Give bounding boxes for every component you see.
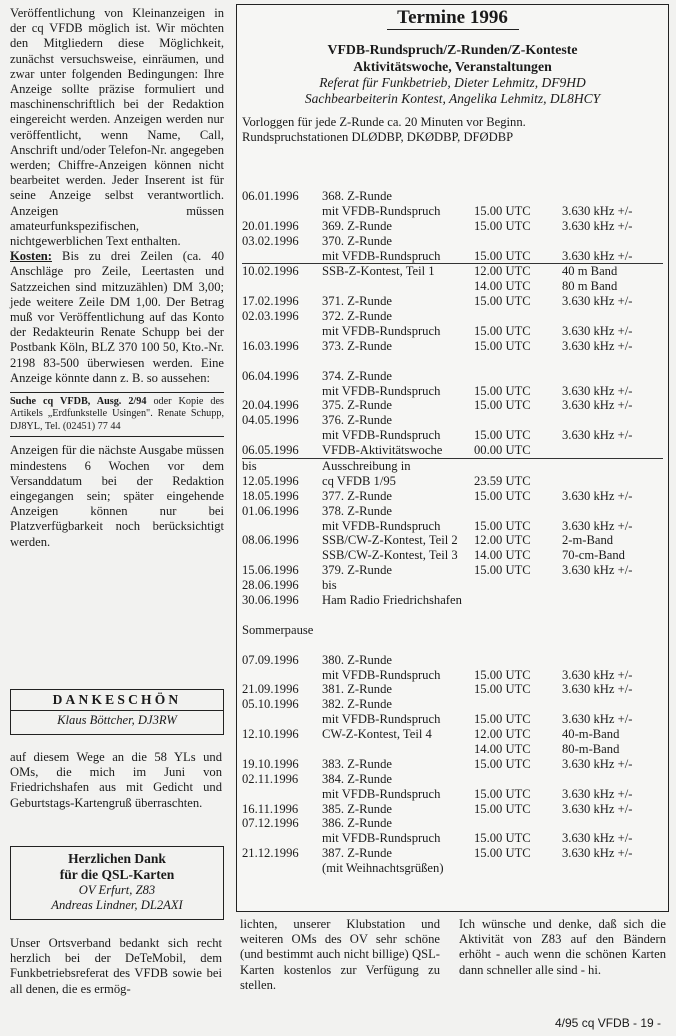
classified-ads-intro: Veröffentlichung von Kleinanzeigen in der cq VFDB möglich ist. Wir möchten den Mitgliedern diese Möglichkeit, zunächst versuchsweise, einräumen, und zwar unter folgenden Bedingungen: Ihre Anzeige sollte präzise formuliert und maschinenschriftlich bei der Redaktion eingereicht werden. Anzeigen werden nur veröffentlicht, wenn Name, Call, Anschrift und/oder Telefon-Nr. angegeben werden; Chiffre-Anzeigen können nicht bearbeitet werden. Jeder Inserent ist für seine Anzeige selbst verantwortlich. Anzeigen müssen amateurfunkspezifischen, nichtgewerblichen Text enthalten. [10, 6, 224, 249]
schedule-event: SSB/CW-Z-Kontest, Teil 3 [322, 548, 458, 563]
schedule-event: 385. Z-Runde [322, 801, 392, 816]
schedule-time: 00.00 UTC [474, 443, 531, 458]
termine-header [237, 41, 668, 107]
schedule-date: 10.02.1996 [242, 264, 299, 279]
schedule-row [242, 816, 663, 831]
schedule-event: SSB-Z-Kontest, Teil 1 [322, 264, 435, 279]
schedule-time: 15.00 UTC [474, 383, 531, 398]
termine-intro-1: Vorloggen für jede Z-Runde ca. 20 Minuten vor Beginn. [242, 115, 526, 129]
schedule-event: mit VFDB-Rundspruch [322, 712, 441, 727]
dankeschoen-author: Klaus Böttcher, DJ3RW [57, 713, 177, 727]
schedule-time: 15.00 UTC [474, 338, 531, 353]
schedule-time: 12.00 UTC [474, 264, 531, 279]
dankeschoen-title: DANKESCHÖN [52, 692, 182, 707]
schedule-row [242, 712, 663, 727]
schedule-event: 387. Z-Runde [322, 846, 392, 861]
schedule-date: 06.04.1996 [242, 368, 299, 383]
schedule-frequency: 3.630 kHz +/- [562, 801, 633, 816]
schedule-time: 15.00 UTC [474, 563, 531, 578]
schedule-date: 07.12.1996 [242, 816, 299, 831]
qsl-thanks-box [10, 846, 224, 920]
schedule-frequency: 80 m Band [562, 279, 618, 294]
schedule-time: 12.00 UTC [474, 727, 531, 742]
schedule-row [242, 682, 663, 697]
schedule-time: 15.00 UTC [474, 846, 531, 861]
termine-intro [242, 115, 668, 145]
schedule-date: 30.06.1996 [242, 593, 299, 608]
schedule-date: 21.09.1996 [242, 682, 299, 697]
schedule-frequency: 3.630 kHz +/- [562, 338, 633, 353]
schedule-row [242, 653, 663, 668]
schedule-time: 15.00 UTC [474, 801, 531, 816]
schedule-event: mit VFDB-Rundspruch [322, 518, 441, 533]
schedule-event: mit VFDB-Rundspruch [322, 786, 441, 801]
schedule-row [242, 533, 663, 548]
schedule-date: 04.05.1996 [242, 413, 299, 428]
schedule-row [242, 309, 663, 324]
termine-sachbearbeiterin: Sachbearbeiterin Kontest, Angelika Lehmitz, DL8HCY [304, 91, 601, 106]
schedule-event: mit VFDB-Rundspruch [322, 667, 441, 682]
schedule-frequency: 3.630 kHz +/- [562, 518, 633, 533]
schedule-row [242, 489, 663, 504]
schedule-time: 15.00 UTC [474, 682, 531, 697]
schedule-row [242, 668, 663, 683]
schedule-row [242, 578, 663, 593]
schedule-row [242, 413, 663, 428]
schedule-event: 378. Z-Runde [322, 503, 392, 518]
qsl-sub-2: Andreas Lindner, DL2AXI [51, 898, 183, 912]
schedule-table [242, 189, 663, 876]
schedule-time: 15.00 UTC [474, 712, 531, 727]
schedule-row [242, 354, 663, 369]
schedule-event: 375. Z-Runde [322, 398, 392, 413]
schedule-frequency: 3.630 kHz +/- [562, 756, 633, 771]
schedule-row [242, 384, 663, 399]
schedule-event: 373. Z-Runde [322, 338, 392, 353]
schedule-date: 17.02.1996 [242, 294, 299, 309]
schedule-row [242, 548, 663, 563]
schedule-time: 15.00 UTC [474, 203, 531, 218]
schedule-frequency: 70-cm-Band [562, 548, 625, 563]
schedule-frequency: 3.630 kHz +/- [562, 488, 633, 503]
costs-text: Bis zu drei Zeilen (ca. 40 Anschläge pro Zeile, Leertasten und Satzzeichen sind mitzuzählen) DM 3,00; jede weitere Zeile DM 1,00. Der Betrag muß vor Veröffentlichung auf das Konto der Redakteurin Renate Schupp bei der Postbank Köln, BLZ 370 100 50, Kto.-Nr. 2198 83-500 überwiesen werden. Eine Anzeige könnte dann z. B. so aussehen: [10, 249, 224, 385]
sample-ad [10, 392, 224, 437]
schedule-row [242, 249, 663, 265]
schedule-time: 12.00 UTC [474, 533, 531, 548]
schedule-frequency: 3.630 kHz +/- [562, 248, 633, 263]
sample-ad-bold: Suche cq VFDB, Ausg. 2/94 [10, 396, 147, 408]
divider [11, 710, 223, 711]
schedule-date: 06.05.1996 [242, 443, 299, 458]
schedule-frequency: 3.630 kHz +/- [562, 383, 633, 398]
schedule-date: 08.06.1996 [242, 533, 299, 548]
schedule-frequency: 3.630 kHz +/- [562, 682, 633, 697]
schedule-row [242, 757, 663, 772]
schedule-row [242, 369, 663, 384]
schedule-row [242, 623, 663, 638]
schedule-event: 386. Z-Runde [322, 816, 392, 831]
schedule-event: mit VFDB-Rundspruch [322, 831, 441, 846]
schedule-row [242, 459, 663, 474]
schedule-event: mit VFDB-Rundspruch [322, 203, 441, 218]
schedule-date: 20.04.1996 [242, 398, 299, 413]
schedule-date: 12.05.1996 [242, 473, 299, 488]
schedule-date: 20.01.1996 [242, 218, 299, 233]
schedule-event: (mit Weihnachtsgrüßen) [322, 861, 444, 876]
schedule-date: 02.11.1996 [242, 771, 299, 786]
schedule-row [242, 234, 663, 249]
schedule-row [242, 398, 663, 413]
schedule-row [242, 831, 663, 846]
schedule-time: 15.00 UTC [474, 667, 531, 682]
schedule-time: 14.00 UTC [474, 548, 531, 563]
schedule-event: 383. Z-Runde [322, 756, 392, 771]
schedule-event: mit VFDB-Rundspruch [322, 248, 441, 263]
schedule-event: Ham Radio Friedrichshafen [322, 593, 462, 608]
qsl-thanks-continued: lichten, unserer Klubstation und weiteren OMs des OV sehr schöne (und bestimmt auch nicht billige) QSL-Karten kostenlos zur Verfügung zu stellen. [240, 917, 440, 992]
schedule-row [242, 294, 663, 309]
schedule-time: 23.59 UTC [474, 473, 531, 488]
schedule-frequency: 3.630 kHz +/- [562, 846, 633, 861]
schedule-event: 381. Z-Runde [322, 682, 392, 697]
schedule-row [242, 727, 663, 742]
termine-intro-2: Rundspruchstationen DLØDBP, DKØDBP, DFØDBP [242, 130, 514, 144]
qsl-sub-1: OV Erfurt, Z83 [78, 883, 156, 897]
schedule-row [242, 443, 663, 459]
schedule-row [242, 742, 663, 757]
schedule-frequency: 3.630 kHz +/- [562, 831, 633, 846]
schedule-time: 15.00 UTC [474, 428, 531, 443]
schedule-row [242, 504, 663, 519]
schedule-event: 376. Z-Runde [322, 413, 392, 428]
schedule-date: 28.06.1996 [242, 578, 299, 593]
qsl-title-2: für die QSL-Karten [59, 867, 175, 882]
schedule-time: 15.00 UTC [474, 218, 531, 233]
termine-title: Termine 1996 [387, 7, 519, 30]
schedule-frequency: 3.630 kHz +/- [562, 398, 633, 413]
schedule-row [242, 593, 663, 608]
schedule-date: 21.12.1996 [242, 846, 299, 861]
schedule-time: 15.00 UTC [474, 488, 531, 503]
ads-deadline: Anzeigen für die nächste Ausgabe müssen mindestens 6 Wochen vor dem Versanddatum bei der Redaktion eingegangen sein; später eingehende Anzeigen können nur bei Platzverfügbarkeit noch berücksichtigt werden. [10, 443, 224, 549]
schedule-event: 380. Z-Runde [322, 652, 392, 667]
schedule-event: 374. Z-Runde [322, 368, 392, 383]
schedule-row [242, 772, 663, 787]
schedule-time: 14.00 UTC [474, 279, 531, 294]
schedule-event: 382. Z-Runde [322, 697, 392, 712]
schedule-row [242, 204, 663, 219]
schedule-time: 15.00 UTC [474, 248, 531, 263]
termine-subtitle-2: Aktivitätswoche, Veranstaltungen [353, 59, 552, 74]
schedule-event: CW-Z-Kontest, Teil 4 [322, 727, 432, 742]
schedule-frequency: 3.630 kHz +/- [562, 786, 633, 801]
schedule-event: 377. Z-Runde [322, 488, 392, 503]
schedule-event: VFDB-Aktivitätswoche [322, 443, 443, 458]
dankeschoen-text: auf diesem Wege an die 58 YLs und OMs, die mich im Juni von Friedrichshafen aus mit Gedicht und Geburtstags-Kartengruß überraschten. [10, 750, 222, 810]
schedule-event: 371. Z-Runde [322, 294, 392, 309]
schedule-frequency: 3.630 kHz +/- [562, 667, 633, 682]
schedule-date: 03.02.1996 [242, 233, 299, 248]
schedule-date: 06.01.1996 [242, 189, 299, 203]
schedule-date: 15.06.1996 [242, 563, 299, 578]
classified-ads-costs [10, 249, 224, 386]
schedule-row [242, 189, 663, 204]
schedule-date: 16.11.1996 [242, 801, 299, 816]
schedule-event: 372. Z-Runde [322, 309, 392, 324]
schedule-event: mit VFDB-Rundspruch [322, 428, 441, 443]
page-footer: 4/95 cq VFDB - 19 - [555, 1016, 662, 1030]
qsl-thanks-closing: Ich wünsche und denke, daß sich die Aktivität von Z83 auf den Bändern erhöht - auch wenn die schönen Karten dann schneller alle sind - hi. [459, 917, 666, 977]
schedule-event: 384. Z-Runde [322, 771, 392, 786]
schedule-date: 19.10.1996 [242, 756, 299, 771]
schedule-row [242, 787, 663, 802]
termine-subtitle-1: VFDB-Rundspruch/Z-Runden/Z-Konteste [327, 42, 578, 57]
schedule-row [242, 428, 663, 443]
schedule-date: 16.03.1996 [242, 338, 299, 353]
schedule-row [242, 638, 663, 653]
qsl-title-1: Herzlichen Dank [68, 851, 166, 866]
schedule-row [242, 563, 663, 578]
sample-ad-text: oder Kopie des Artikels „Erdfunkstelle Usingen". Renate Schupp, DJ8YL, Tel. (02451) 77 44 [10, 396, 224, 432]
schedule-row [242, 802, 663, 817]
schedule-time: 14.00 UTC [474, 741, 531, 756]
left-column [10, 6, 224, 996]
schedule-frequency: 3.630 kHz +/- [562, 294, 633, 309]
schedule-frequency: 3.630 kHz +/- [562, 218, 633, 233]
schedule-time: 15.00 UTC [474, 324, 531, 339]
schedule-row [242, 697, 663, 712]
schedule-date: 12.10.1996 [242, 727, 299, 742]
schedule-event: SSB/CW-Z-Kontest, Teil 2 [322, 533, 458, 548]
schedule-time: 15.00 UTC [474, 294, 531, 309]
schedule-frequency: 2-m-Band [562, 533, 614, 548]
schedule-time: 15.00 UTC [474, 398, 531, 413]
schedule-event: bis [322, 578, 337, 593]
schedule-row [242, 264, 663, 279]
termine-article [236, 4, 669, 912]
schedule-frequency: 40-m-Band [562, 727, 620, 742]
schedule-time: 15.00 UTC [474, 756, 531, 771]
schedule-frequency: 3.630 kHz +/- [562, 712, 633, 727]
schedule-row [242, 519, 663, 534]
schedule-event: Ausschreibung in [322, 459, 411, 474]
schedule-frequency: 40 m Band [562, 264, 618, 279]
schedule-row [242, 861, 663, 876]
schedule-frequency: 3.630 kHz +/- [562, 563, 633, 578]
schedule-date: 05.10.1996 [242, 697, 299, 712]
schedule-frequency: 80-m-Band [562, 741, 620, 756]
schedule-time: 15.00 UTC [474, 786, 531, 801]
schedule-row [242, 339, 663, 354]
schedule-date: 02.03.1996 [242, 309, 299, 324]
schedule-event: 369. Z-Runde [322, 218, 392, 233]
schedule-event: 370. Z-Runde [322, 233, 392, 248]
costs-label: Kosten: [10, 249, 52, 264]
schedule-date: bis [242, 459, 257, 474]
schedule-event: mit VFDB-Rundspruch [322, 324, 441, 339]
schedule-row [242, 608, 663, 623]
schedule-event: 379. Z-Runde [322, 563, 392, 578]
schedule-event: mit VFDB-Rundspruch [322, 383, 441, 398]
schedule-row [242, 846, 663, 861]
schedule-row [242, 474, 663, 489]
schedule-frequency: 3.630 kHz +/- [562, 324, 633, 339]
schedule-time: 15.00 UTC [474, 831, 531, 846]
schedule-row [242, 324, 663, 339]
schedule-event: cq VFDB 1/95 [322, 473, 396, 488]
schedule-date: Sommerpause [242, 622, 314, 637]
schedule-time: 15.00 UTC [474, 518, 531, 533]
schedule-row [242, 279, 663, 294]
schedule-row [242, 219, 663, 234]
schedule-event: 368. Z-Runde [322, 189, 392, 203]
schedule-frequency: 3.630 kHz +/- [562, 203, 633, 218]
schedule-date: 07.09.1996 [242, 652, 299, 667]
schedule-frequency: 3.630 kHz +/- [562, 428, 633, 443]
qsl-thanks-text: Unser Ortsverband bedankt sich recht herzlich bei der DeTeMobil, dem Funkbetriebsreferat des VFDB sowie bei all denen, die es ermög- [10, 936, 222, 996]
schedule-date: 01.06.1996 [242, 503, 299, 518]
termine-referat: Referat für Funkbetrieb, Dieter Lehmitz, DF9HD [319, 75, 586, 90]
schedule-date: 18.05.1996 [242, 488, 299, 503]
dankeschoen-box [10, 689, 224, 735]
